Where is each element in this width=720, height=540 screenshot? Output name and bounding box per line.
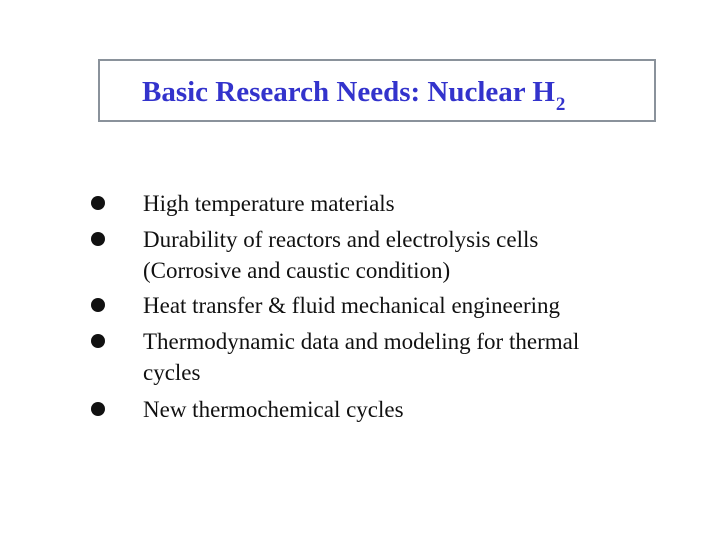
- bullet-dot-icon: [91, 402, 105, 416]
- bullet-dot-icon: [91, 196, 105, 210]
- title-subscript: 2: [555, 94, 566, 115]
- bullet-text-line: cycles: [143, 360, 201, 385]
- bullet-text-line: (Corrosive and caustic condition): [143, 258, 451, 283]
- title-box: [98, 59, 656, 122]
- bullet-text-line: Heat transfer & fluid mechanical engineering: [143, 293, 561, 318]
- slide-title: [142, 75, 565, 113]
- bullet-dot-icon: [91, 232, 105, 246]
- title-main-text: Basic Research Needs: Nuclear H: [142, 76, 555, 108]
- bullet-text-line: New thermochemical cycles: [143, 397, 404, 422]
- bullet-text-line: Durability of reactors and electrolysis cells: [143, 227, 539, 252]
- bullet-text-line: High temperature materials: [143, 191, 395, 216]
- bullet-text-line: Thermodynamic data and modeling for thermal: [143, 329, 580, 354]
- bullet-dot-icon: [91, 334, 105, 348]
- bullet-dot-icon: [91, 298, 105, 312]
